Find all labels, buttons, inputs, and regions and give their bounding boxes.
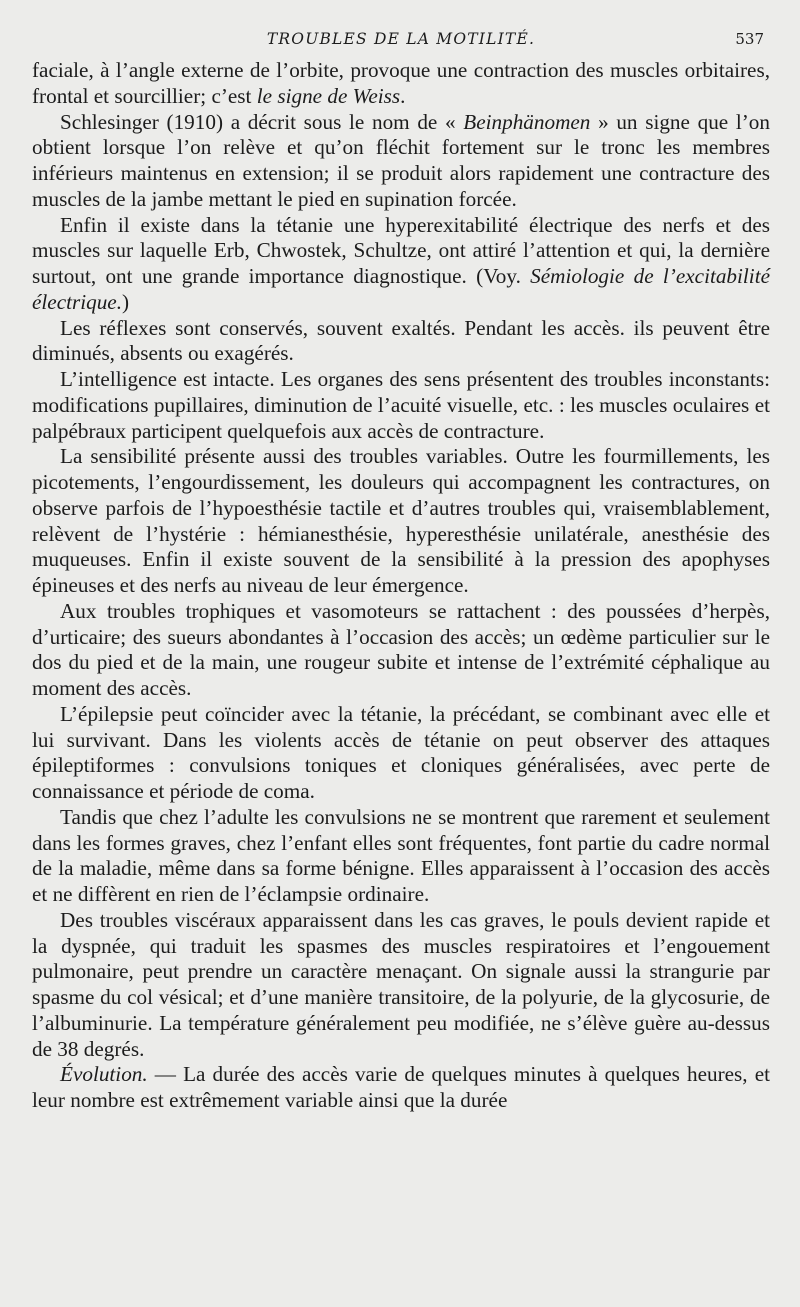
paragraph bbox=[32, 599, 770, 702]
italic-text: Évolution. bbox=[60, 1062, 148, 1087]
text-run: La sensibilité présente aussi des troubles variables. Outre les fourmillements, les picotements, l’engourdissement, les douleurs qui accompagnent les contractures, on observe parfois de l’hypoesthésie tactile et d’autres troubles qui, vraisemblablement, relèvent de l’hystérie : hémianesthésie, hyperesthésie unilatérale, anesthésie des muqueuses. Enfin il existe souvent de la sensibilité à la pression des apophyses épineuses et des nerfs au niveau de leur émergence. bbox=[32, 444, 770, 597]
page-number: 537 bbox=[735, 30, 764, 48]
text-run: » un signe que l’on obtient lorsque l’on relève et qu’on fléchit fortement sur le tronc les membres inférieurs maintenus en extension; il se produit alors rapidement une contracture des muscles de la jambe mettant le pied en supination forcée. bbox=[32, 109, 770, 211]
paragraph bbox=[32, 110, 770, 213]
text-run: faciale, à l’angle externe de l’orbite, provoque une contraction des muscles orbitaires, frontal et sourcillier; c’est bbox=[32, 58, 770, 108]
italic-text: le signe de Weiss bbox=[256, 83, 401, 108]
paragraph bbox=[32, 316, 770, 368]
paragraph bbox=[32, 908, 770, 1063]
text-run: Tandis que chez l’adulte les convulsions ne se montrent que rarement et seulement dans les formes graves, chez l’enfant elles sont fréquentes, font partie du cadre normal de la maladie, même dans sa forme bénigne. Elles apparaissent à l’occasion des accès et ne diffèrent en rien de l’éclampsie ordinaire. bbox=[32, 804, 770, 906]
paragraph bbox=[32, 702, 770, 805]
text-run: Les réflexes sont conservés, souvent exaltés. Pendant les accès. ils peuvent être diminués, absents ou exagérés. bbox=[32, 315, 770, 366]
text-run: — La durée des accès varie de quelques minutes à quelques heures, et leur nombre est extrêmement variable ainsi que la durée bbox=[32, 1062, 770, 1112]
text-run: Aux troubles trophiques et vasomoteurs se rattachent : des poussées d’herpès, d’urticaire; des sueurs abondantes à l’occasion des accès; un œdème particulier sur le dos du pied et de la main, une rougeur subite et intense de l’extrémité céphalique au moment des accès. bbox=[32, 598, 770, 700]
text-run: L’épilepsie peut coïncider avec la tétanie, la précédant, se combinant avec elle et lui survivant. Dans les violents accès de tétanie on peut observer des attaques épileptiformes : convulsions toniques et cloniques généralisées, avec perte de connaissance et période de coma. bbox=[32, 701, 770, 803]
text-run: Des troubles viscéraux apparaissent dans les cas graves, le pouls devient rapide et la dyspnée, qui traduit les spasmes des muscles respiratoires et l’engouement pulmonaire, peut prendre un caractère menaçant. On signale aussi la strangurie par spasme du col vésical; et d’une manière transitoire, de la polyurie, de la glycosurie, de l’albuminurie. La température généralement peu modifiée, ne s’élève guère au-dessus de 38 degrés. bbox=[32, 907, 770, 1061]
text-run: Schlesinger (1910) a décrit sous le nom de « bbox=[60, 109, 464, 134]
text-run: Enfin il existe dans la tétanie une hyperexitabilité électrique des nerfs et des muscles sur laquelle Erb, Chwostek, Schultze, ont attiré l’attention et qui, la dernière surtout, ont une grande importance diagnostique. (Voy. bbox=[32, 212, 770, 288]
paragraph bbox=[32, 367, 770, 444]
paragraph bbox=[32, 805, 770, 908]
paragraph bbox=[32, 58, 770, 110]
text-run: . bbox=[400, 83, 406, 108]
text-run: ) bbox=[122, 289, 130, 314]
page-header bbox=[32, 30, 770, 58]
paragraph bbox=[32, 1062, 770, 1114]
italic-text: Sémiologie de l’excitabilité électrique. bbox=[32, 264, 770, 314]
paragraph bbox=[32, 213, 770, 316]
paragraph bbox=[32, 444, 770, 599]
body-text bbox=[32, 58, 770, 1114]
italic-text: Beinphänomen bbox=[463, 109, 591, 134]
text-run: L’intelligence est intacte. Les organes des sens présentent des troubles inconstants: modifications pupillaires, diminution de l’acuité visuelle, etc. : les muscles oculaires et palpébraux participent quelquefois aux accès de contracture. bbox=[32, 367, 770, 443]
running-title: TROUBLES DE LA MOTILITÉ. bbox=[266, 30, 536, 48]
